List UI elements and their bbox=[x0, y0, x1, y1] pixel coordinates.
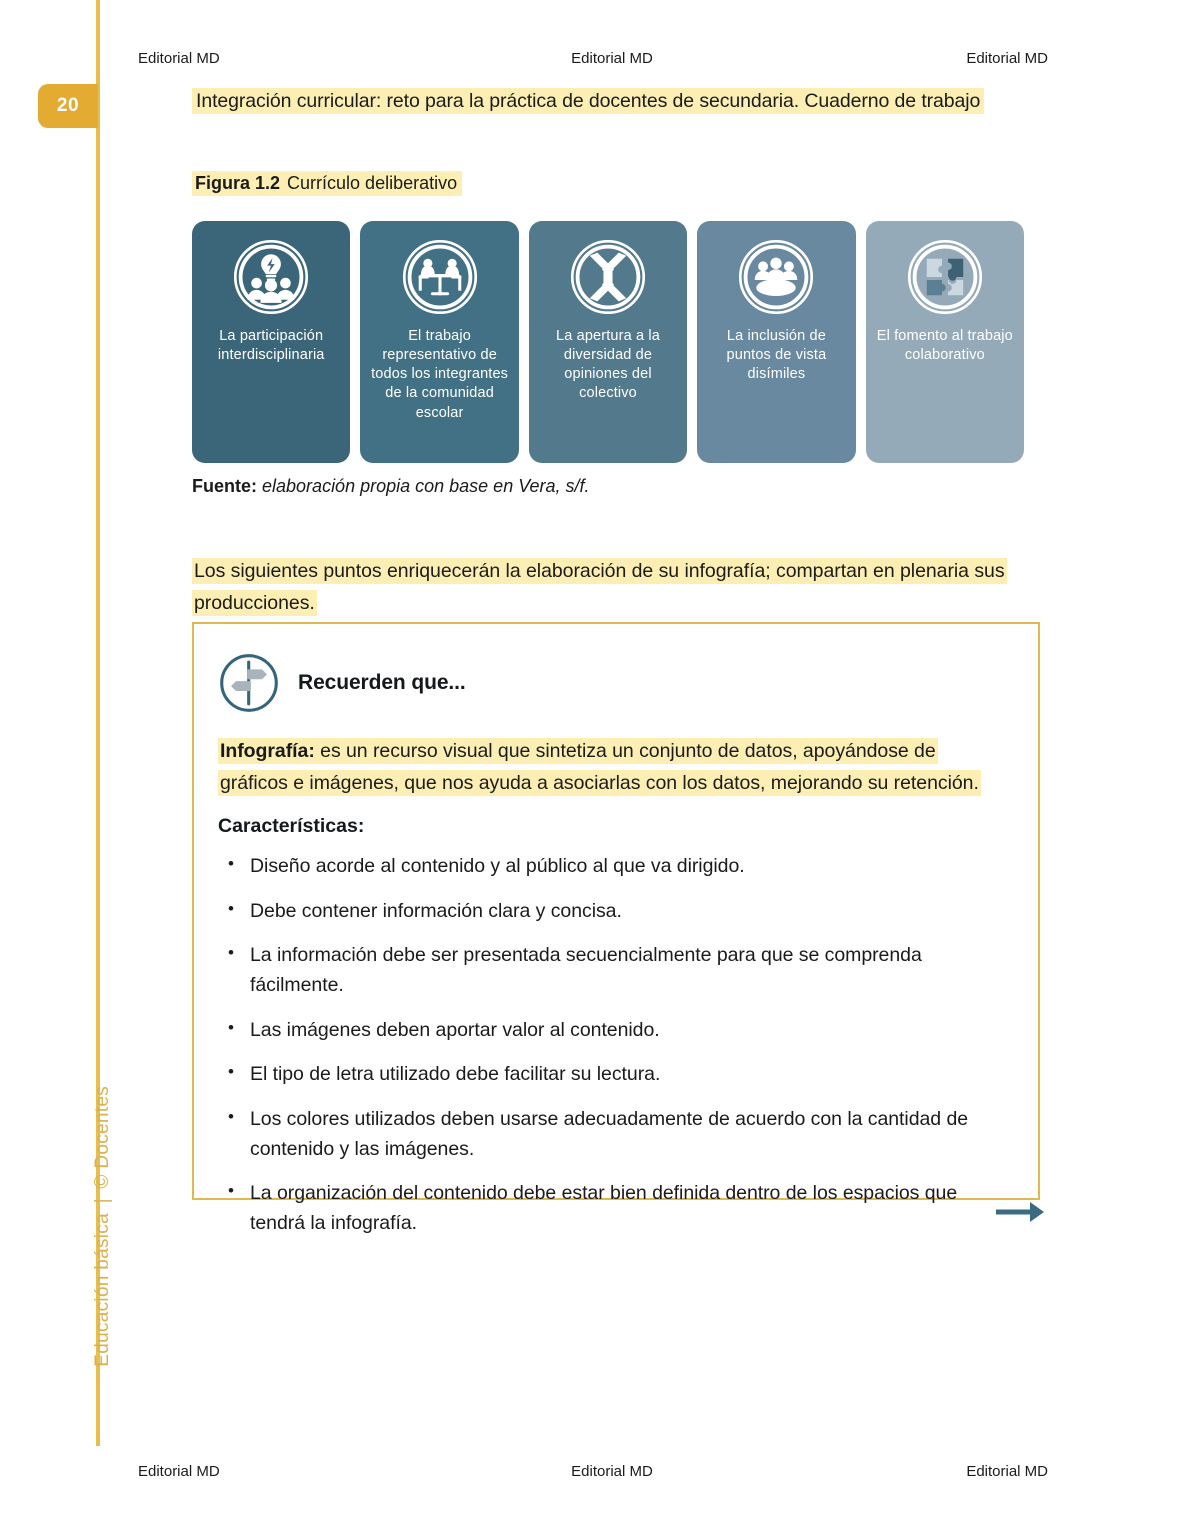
running-head-left: Editorial MD bbox=[138, 50, 220, 67]
figure-source-label: Fuente: bbox=[192, 476, 257, 496]
list-item: • Debe contener información clara y concisa. bbox=[218, 897, 1008, 927]
sidebar-label-tail: Docentes bbox=[92, 1086, 113, 1169]
figure-card-row bbox=[192, 221, 1024, 463]
page-number: 20 bbox=[56, 95, 80, 116]
list-item: • Diseño acorde al contenido y al público al que va dirigido. bbox=[218, 852, 1008, 882]
figure-card-5 bbox=[866, 221, 1024, 463]
remember-box-title: Recuerden que... bbox=[298, 671, 466, 694]
figure-source bbox=[192, 476, 590, 497]
infografia-definition bbox=[218, 736, 1008, 799]
lightbulb-group-icon bbox=[233, 239, 309, 315]
arrows-converging-icon bbox=[570, 239, 646, 315]
arrow-right-icon[interactable] bbox=[994, 1197, 1048, 1227]
figure-card-label: La apertura a la diversidad de opiniones del colectivo bbox=[556, 328, 660, 402]
sidebar-label-separator: | bbox=[92, 1198, 113, 1204]
sidebar-label-main: Educación básica bbox=[92, 1213, 113, 1367]
infografia-term: Infografía: bbox=[220, 740, 315, 762]
figure-card-label: La participación interdisciplinaria bbox=[217, 328, 325, 364]
puzzle-pieces-icon bbox=[907, 239, 983, 315]
figure-card-label: La inclusión de puntos de vista disímiles bbox=[726, 328, 827, 383]
figure-card-1 bbox=[192, 221, 350, 463]
sidebar-vertical-label bbox=[92, 1086, 114, 1416]
lead-paragraph-text: Los siguientes puntos enriquecerán la elaboración de su infografía; compartan en plenaria sus producciones. bbox=[194, 560, 1005, 614]
infografia-definition-text: es un recurso visual que sintetiza un conjunto de datos, apoyándose de gráficos e imágenes, que nos ayuda a asociarlas con los datos, mejorando su retención. bbox=[220, 740, 979, 794]
figure-card-3 bbox=[529, 221, 687, 463]
list-item: • La información debe ser presentada secuencialmente para que se comprenda fácilmente. bbox=[218, 941, 1008, 1000]
figure-card-label: El fomento al trabajo colaborativo bbox=[876, 328, 1013, 364]
running-foot-center: Editorial MD bbox=[571, 1463, 653, 1480]
figure-label: Figura 1.2 bbox=[195, 173, 281, 193]
signpost-icon bbox=[218, 652, 280, 714]
running-foot-left: Editorial MD bbox=[138, 1463, 220, 1480]
figure-source-text: elaboración propia con base en Vera, s/f. bbox=[262, 476, 590, 496]
remember-callout-box bbox=[192, 622, 1040, 1234]
list-item: • Las imágenes deben aportar valor al contenido. bbox=[218, 1016, 1008, 1046]
page-number-tab bbox=[38, 84, 98, 128]
running-foot bbox=[138, 1463, 1048, 1480]
list-item: • La organización del contenido debe estar bien definida dentro de los espacios que tendrá la infografía. bbox=[218, 1179, 1008, 1238]
figure-card-label: El trabajo representativo de todos los integrantes de la comunidad escolar bbox=[371, 328, 509, 421]
document-title-text: Integración curricular: reto para la práctica de docentes de secundaria. Cuaderno de trabajo bbox=[192, 88, 984, 114]
figure-card-4 bbox=[697, 221, 855, 463]
running-head-right: Editorial MD bbox=[966, 50, 1048, 67]
document-title bbox=[192, 90, 984, 113]
lead-paragraph bbox=[192, 556, 1054, 619]
running-head bbox=[138, 50, 1048, 67]
audience-group-icon bbox=[738, 239, 814, 315]
running-foot-right: Editorial MD bbox=[966, 1463, 1048, 1480]
caracteristicas-subtitle: Características: bbox=[218, 815, 365, 838]
figure-caption bbox=[192, 173, 462, 194]
figure-caption-text: Currículo deliberativo bbox=[287, 173, 458, 193]
remember-box-header bbox=[218, 652, 1008, 714]
list-item: • Los colores utilizados deben usarse adecuadamente de acuerdo con la cantidad de contenido y las imágenes. bbox=[218, 1105, 1008, 1164]
figure-card-2 bbox=[360, 221, 518, 463]
copyright-icon: © bbox=[92, 1174, 113, 1189]
list-item: • El tipo de letra utilizado debe facilitar su lectura. bbox=[218, 1060, 1008, 1090]
meeting-table-icon bbox=[402, 239, 478, 315]
running-head-center: Editorial MD bbox=[571, 50, 653, 67]
caracteristicas-list bbox=[218, 852, 1008, 1238]
